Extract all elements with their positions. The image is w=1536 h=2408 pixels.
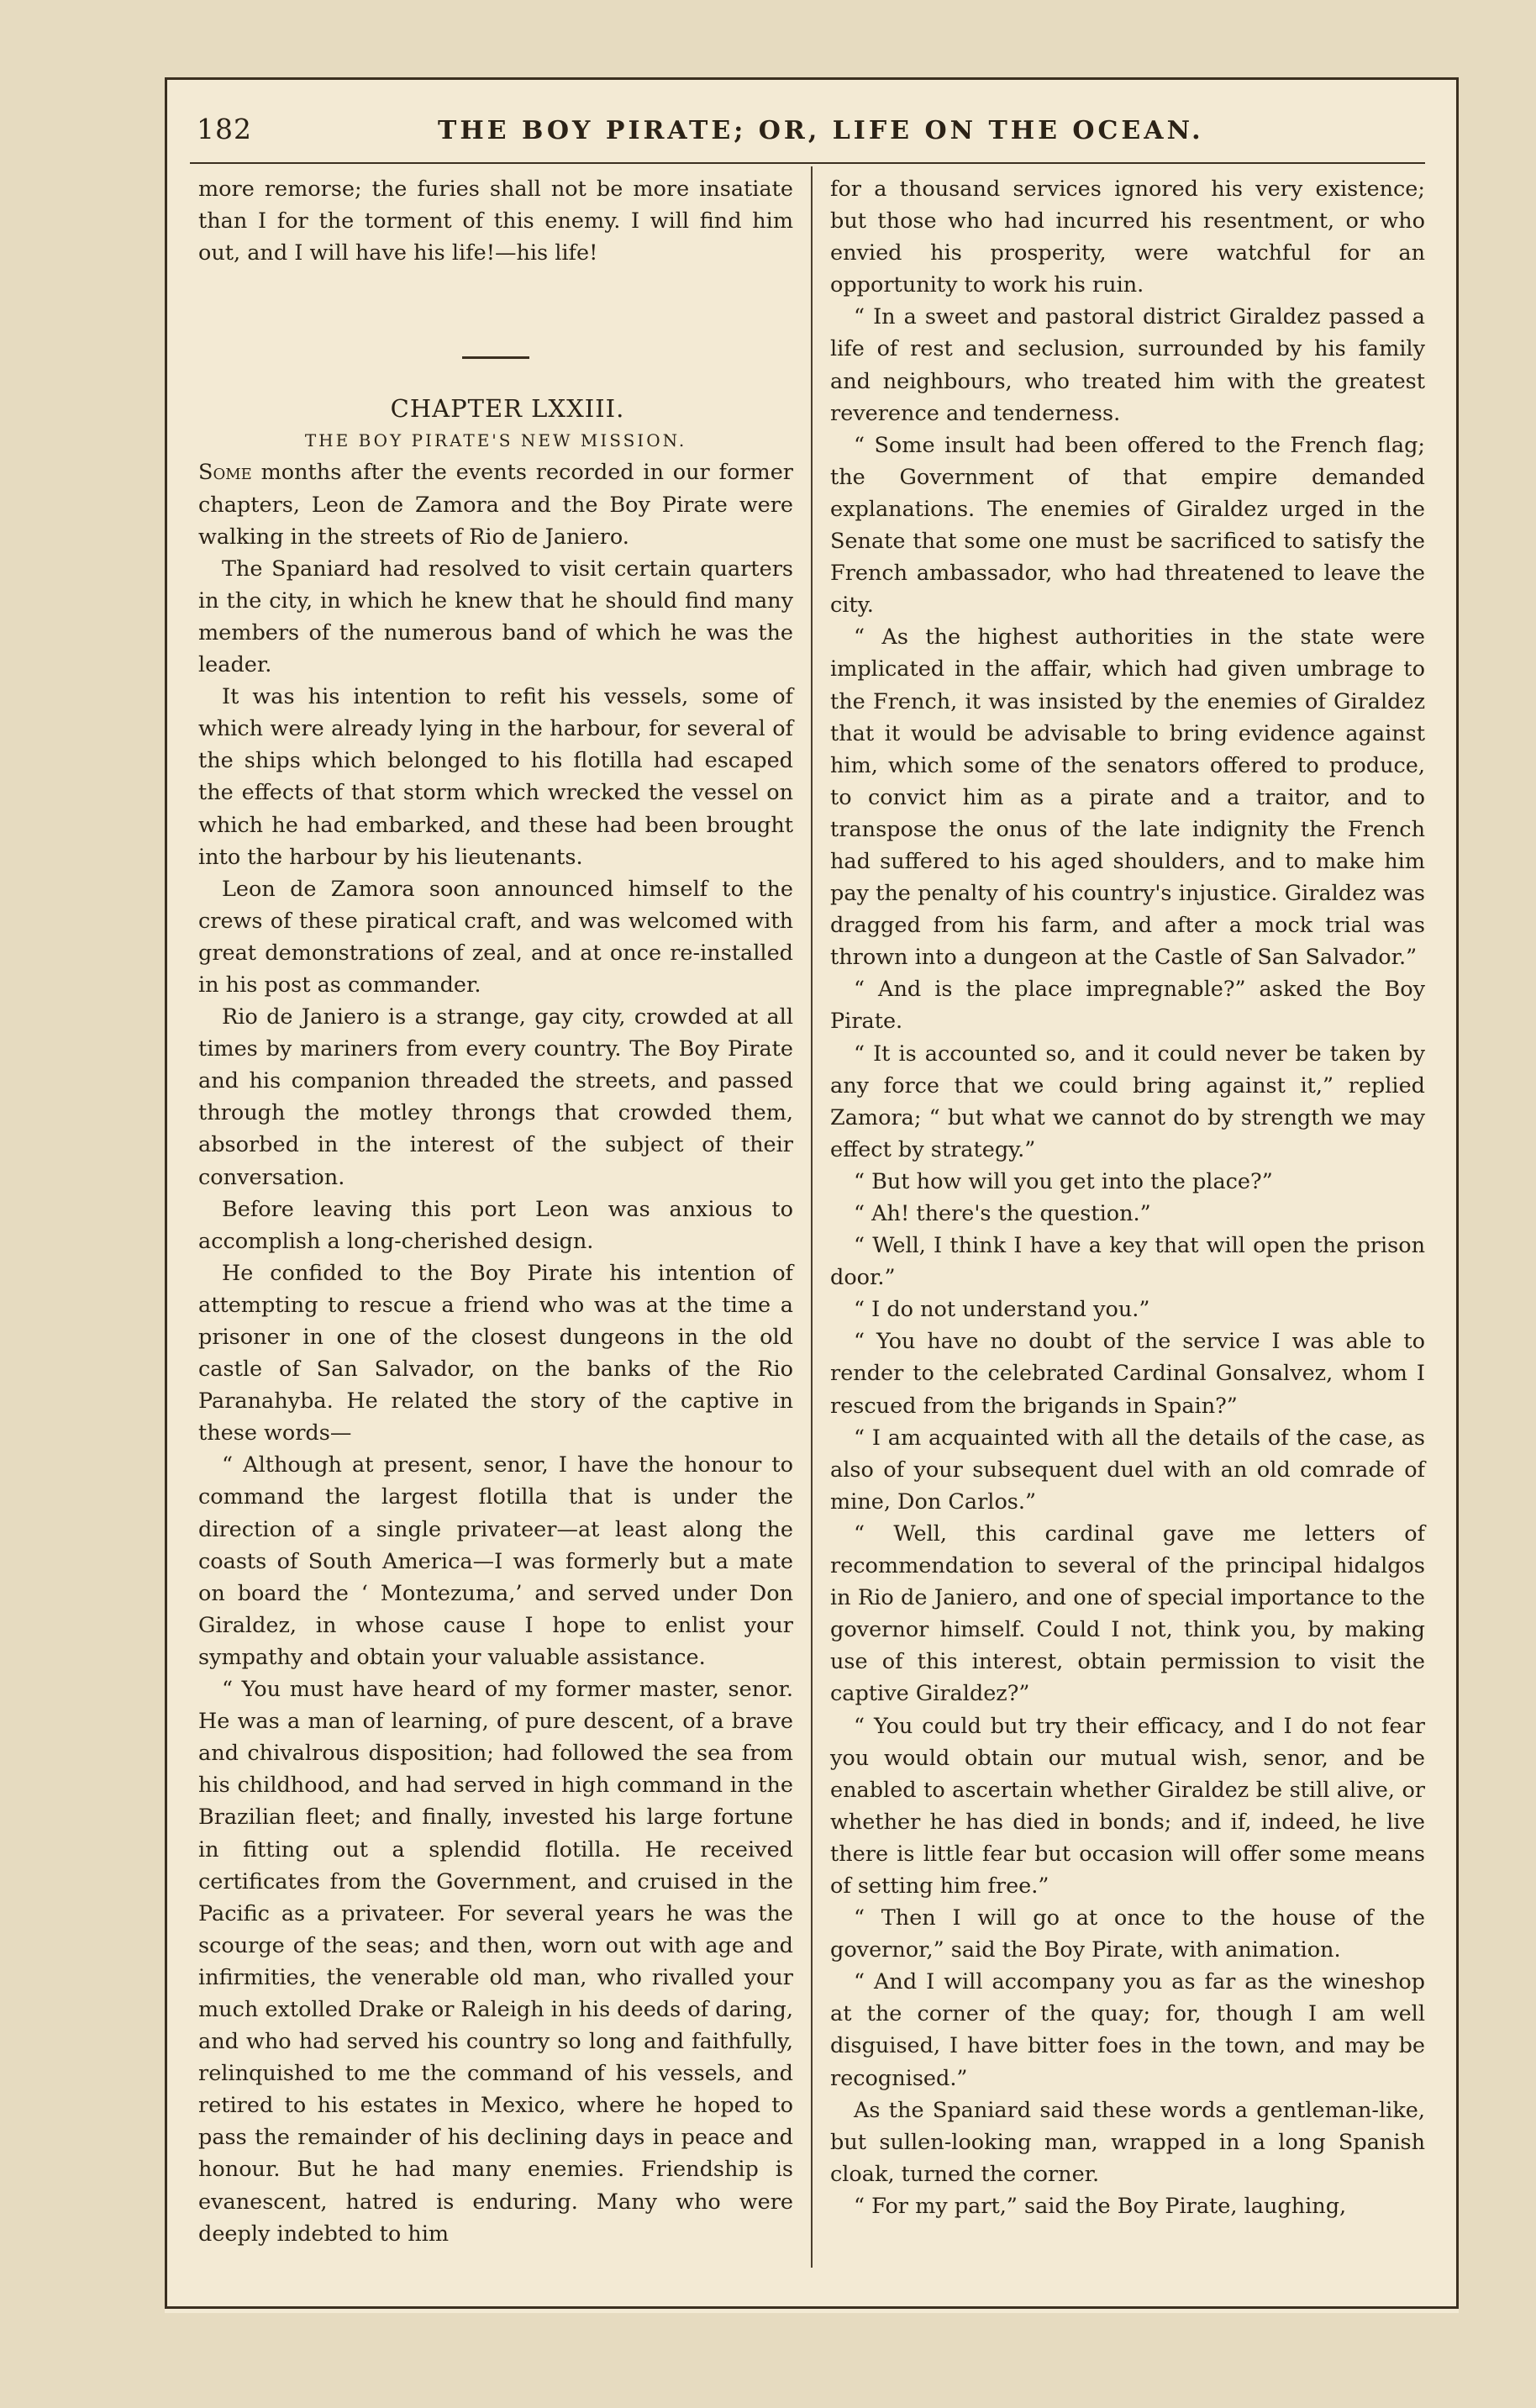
paragraph: “ Ah! there's the question.” [854, 1201, 1151, 1226]
paragraph: “ You have no doubt of the service I was able to render to the celebrated Cardinal Gonsalvez, whom I rescued from the brigands in Spain?” [830, 1329, 1425, 1419]
page-frame-right [1456, 77, 1459, 2309]
paragraph: As the Spaniard said these words a gentleman-like, but sullen-looking man, wrapped in a long Spanish cloak, turned the corner. [830, 2097, 1425, 2187]
page-frame-top [165, 77, 1459, 80]
paragraph: “ Although at present, senor, I have the honour to command the largest flotilla that is under the direction of a single privateer—at least along the coasts of South America—I was formerly but a mate on board the ‘ Montezuma,’ and served under Don Giraldez, in whose cause I hope to enlist your sympathy and obtain your valuable assistance. [198, 1452, 793, 1670]
paragraph: “ Then I will go at once to the house of the governor,” said the Boy Pirate, with animation. [830, 1905, 1425, 1963]
running-title: THE BOY PIRATE; OR, LIFE ON THE OCEAN. [438, 116, 1204, 145]
drop-word: Some [198, 460, 252, 486]
paragraph: “ In a sweet and pastoral district Giraldez passed a life of rest and seclusion, surrounded by his family and neighbours, who treated him with the greatest reverence and tenderness. [830, 304, 1425, 426]
paragraph: “ Well, this cardinal gave me letters of recommendation to several of the principal hidalgos in Rio de Janiero, and one of special importance to the governor himself. Could I not, think you, by making use of this interest, obtain permission to visit the captive Giraldez?” [830, 1520, 1425, 1707]
paragraph: “ And I will accompany you as far as the wineshop at the corner of the quay; for, though I am well disguised, I have bitter foes in the town, and may be recognised.” [830, 1969, 1425, 2091]
right-column [830, 173, 1425, 2222]
page-number: 182 [197, 113, 252, 145]
page-header [190, 108, 1425, 158]
paragraph [198, 456, 793, 552]
paragraph: It was his intention to refit his vessels, some of which were already lying in the harbour, for several of the ships which belonged to his flotilla had escaped the effects of that storm which wrecked the vessel on which he had embarked, and these had been brought into the harbour by his lieutenants. [198, 684, 793, 870]
left-column [198, 173, 793, 2250]
column-divider [811, 166, 813, 2268]
paragraph: “ You could but try their efficacy, and I do not fear you would obtain our mutual wish, senor, and be enabled to ascertain whether Giraldez be still alive, or whether he has died in bonds; and if, indeed, he live there is little fear but occasion will offer some means of setting him free.” [830, 1713, 1425, 1899]
paragraph: Leon de Zamora soon announced himself to the crews of these piratical craft, and was welcomed with great demonstrations of zeal, and at once re-installed in his post as commander. [198, 876, 793, 998]
paragraph: “ It is accounted so, and it could never be taken by any force that we could bring against it,” replied Zamora; “ but what we cannot do by strength we may effect by strategy.” [830, 1041, 1425, 1162]
paragraph: more remorse; the furies shall not be more insatiate than I for the torment of this enemy. I will find him out, and I will have his life!—his life! [198, 177, 793, 266]
paragraph: “ For my part,” said the Boy Pirate, laughing, [854, 2193, 1347, 2219]
paragraph: “ I am acquainted with all the details of the case, as also of your subsequent duel with an old comrade of mine, Don Carlos.” [830, 1425, 1425, 1515]
paragraph: “ Well, I think I have a key that will open the prison door.” [830, 1233, 1425, 1291]
paragraph-text: months after the events recorded in our former chapters, Leon de Zamora and the Boy Pirate were walking in the streets of Rio de Janiero. [198, 460, 793, 550]
paragraph: Before leaving this port Leon was anxious to accomplish a long-cherished design. [198, 1196, 793, 1254]
paragraph: “ As the highest authorities in the state were implicated in the affair, which had given umbrage to the French, it was insisted by the enemies of Giraldez that it would be advisable to bring evidence against him, which some of the senators offered to produce, to convict him as a pirate and a traitor, and to transpose the onus of the late indignity the French had suffered to his aged shoulders, and to make him pay the penalty of his country's injustice. Giraldez was dragged from his farm, and after a mock trial was thrown into a dungeon at the Castle of San Salvador.” [830, 624, 1425, 971]
chapter-heading: CHAPTER LXXIII. [390, 394, 625, 424]
paragraph: for a thousand services ignored his very existence; but those who had incurred his resentment, or who envied his prosperity, were watchful for an opportunity to work his ruin. [830, 177, 1425, 298]
paragraph: “ And is the place impregnable?” asked the Boy Pirate. [830, 977, 1425, 1035]
section-separator [462, 356, 529, 359]
paragraph: Rio de Janiero is a strange, gay city, crowded at all times by mariners from every country. The Boy Pirate and his companion threaded the streets, and passed through the motley throngs that crowded them, absorbed in the interest of the subject of their conversation. [198, 1004, 793, 1190]
paragraph: “ You must have heard of my former master, senor. He was a man of learning, of pure descent, of a brave and chivalrous disposition; had followed the sea from his childhood, and had served in high command in the Brazilian fleet; and finally, invested his large fortune in fitting out a splendid flotilla. He received certificates from the Government, and cruised in the Pacific as a privateer. For several years he was the scourge of the seas; and then, worn out with age and infirmities, the venerable old man, who rivalled your much extolled Drake or Raleigh in his deeds of daring, and who had served his country so long and faithfully, relinquished to me the command of his vessels, and retired to his estates in Mexico, where he hoped to pass the remainder of his declining days in peace and honour. But he had many enemies. Friendship is evanescent, hatred is enduring. Many who were deeply indebted to him [198, 1677, 793, 2247]
paragraph: The Spaniard had resolved to visit certain quarters in the city, in which he knew that he should find many members of the numerous band of which he was the leader. [198, 556, 793, 678]
paragraph: “ But how will you get into the place?” [854, 1168, 1273, 1194]
page-frame-bottom [165, 2306, 1459, 2309]
page-frame-left [165, 77, 167, 2309]
header-rule [190, 162, 1425, 164]
chapter-title: THE BOY PIRATE'S NEW MISSION. [304, 430, 687, 451]
paragraph: “ I do not understand you.” [854, 1297, 1150, 1323]
paragraph: “ Some insult had been offered to the French flag; the Government of that empire demanded explanations. The enemies of Giraldez urged in the Senate that some one must be sacrificed to satisfy the French ambassador, who had threatened to leave the city. [830, 432, 1425, 619]
paragraph: He confided to the Boy Pirate his intention of attempting to rescue a friend who was at the time a prisoner in one of the closest dungeons in the old castle of San Salvador, on the banks of the Rio Paranahyba. He related the story of the captive in these words— [198, 1260, 793, 1446]
